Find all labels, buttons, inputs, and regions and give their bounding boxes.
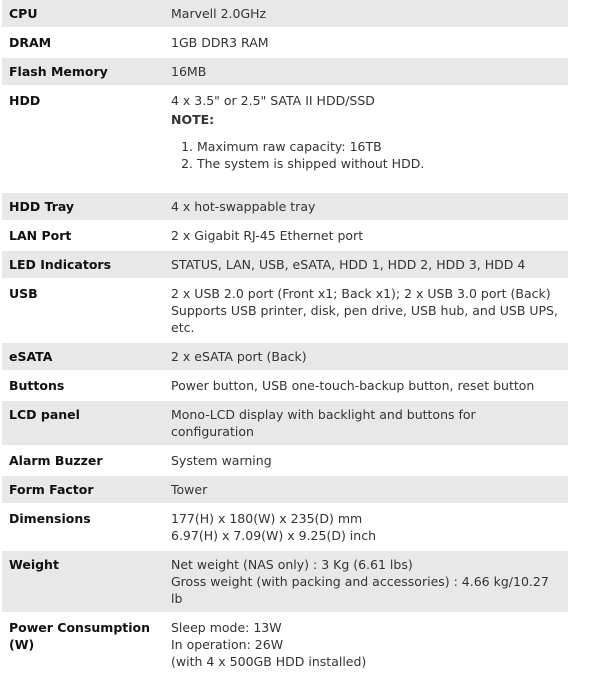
spec-value-line: Power button, USB one-touch-backup button, reset button bbox=[171, 378, 535, 393]
spec-value bbox=[164, 86, 568, 192]
spec-value bbox=[164, 613, 568, 676]
spec-label: Alarm Buzzer bbox=[9, 453, 103, 468]
spec-label: Power Consumption (W) bbox=[9, 620, 151, 652]
spec-value bbox=[164, 342, 568, 371]
spec-label: LAN Port bbox=[9, 228, 72, 243]
spec-value-line: Gross weight (with packing and accessories) : 4.66 kg/10.27 bbox=[171, 574, 549, 589]
note-list bbox=[171, 138, 561, 172]
spec-label: eSATA bbox=[9, 349, 53, 364]
spec-value-line: 16MB bbox=[171, 64, 207, 79]
spec-value bbox=[164, 28, 568, 57]
spec-value bbox=[164, 0, 568, 28]
spec-value-line: 4 x hot-swappable tray bbox=[171, 199, 316, 214]
spec-value-line: etc. bbox=[171, 320, 195, 335]
spec-label: Flash Memory bbox=[9, 64, 108, 79]
spec-row bbox=[2, 221, 568, 250]
spec-row bbox=[2, 400, 568, 446]
spec-value-line: 2 x Gigabit RJ-45 Ethernet port bbox=[171, 228, 364, 243]
spec-value bbox=[164, 279, 568, 342]
spec-value-line: lb bbox=[171, 591, 183, 606]
note-item: 1. Maximum raw capacity: 16TB bbox=[197, 138, 561, 155]
spec-value-line: 2 x eSATA port (Back) bbox=[171, 349, 307, 364]
spec-row bbox=[2, 550, 568, 613]
spec-value-line: Supports USB printer, disk, pen drive, USB hub, and USB UPS, bbox=[171, 303, 558, 318]
spec-label: DRAM bbox=[9, 35, 52, 50]
spec-value-line: 1GB DDR3 RAM bbox=[171, 35, 269, 50]
spec-label: Buttons bbox=[9, 378, 65, 393]
spec-label: Weight bbox=[9, 557, 59, 572]
spec-row bbox=[2, 342, 568, 371]
spec-value bbox=[164, 446, 568, 475]
spec-value bbox=[164, 475, 568, 504]
spec-label: Form Factor bbox=[9, 482, 94, 497]
spec-value-line: STATUS, LAN, USB, eSATA, HDD 1, HDD 2, HDD 3, HDD 4 bbox=[171, 257, 526, 272]
spec-value bbox=[164, 550, 568, 613]
spec-row bbox=[2, 250, 568, 279]
spec-value-line: System warning bbox=[171, 453, 272, 468]
spec-row bbox=[2, 613, 568, 676]
spec-row bbox=[2, 57, 568, 86]
spec-row bbox=[2, 28, 568, 57]
spec-label: HDD bbox=[9, 93, 41, 108]
spec-label: HDD Tray bbox=[9, 199, 75, 214]
note-item: 2. The system is shipped without HDD. bbox=[197, 155, 561, 172]
spec-value bbox=[164, 504, 568, 550]
spec-value-line: Tower bbox=[171, 482, 208, 497]
spec-value-line: 6.97(H) x 7.09(W) x 9.25(D) inch bbox=[171, 528, 376, 543]
spec-value-line: Marvell 2.0GHz bbox=[171, 6, 267, 21]
spec-label: Dimensions bbox=[9, 511, 91, 526]
spec-row bbox=[2, 475, 568, 504]
spec-value-line: Mono-LCD display with backlight and buttons for configuration bbox=[171, 407, 476, 439]
spec-value-line: 2 x USB 2.0 port (Front x1; Back x1); 2 x USB 3.0 port (Back) bbox=[171, 286, 551, 301]
spec-row bbox=[2, 0, 568, 28]
spec-label: CPU bbox=[9, 6, 38, 21]
spec-label: LED Indicators bbox=[9, 257, 112, 272]
spec-label: LCD panel bbox=[9, 407, 80, 422]
spec-value-line: Net weight (NAS only) : 3 Kg (6.61 lbs) bbox=[171, 557, 413, 572]
spec-value bbox=[164, 221, 568, 250]
note-title: NOTE: bbox=[171, 112, 215, 127]
spec-value bbox=[164, 192, 568, 221]
spec-row bbox=[2, 86, 568, 192]
spec-value-line: (with 4 x 500GB HDD installed) bbox=[171, 654, 367, 669]
spec-table bbox=[2, 0, 568, 677]
spec-row bbox=[2, 279, 568, 342]
spec-value bbox=[164, 400, 568, 446]
spec-row bbox=[2, 446, 568, 475]
spec-row bbox=[2, 192, 568, 221]
spec-value-line: 4 x 3.5" or 2.5" SATA II HDD/SSD bbox=[171, 93, 375, 108]
spec-row bbox=[2, 371, 568, 400]
spec-label: USB bbox=[9, 286, 38, 301]
spec-value bbox=[164, 371, 568, 400]
spec-value-line: Sleep mode: 13W bbox=[171, 620, 282, 635]
spec-table-body bbox=[2, 0, 568, 676]
spec-value-line: 177(H) x 180(W) x 235(D) mm bbox=[171, 511, 363, 526]
spec-value-line: In operation: 26W bbox=[171, 637, 284, 652]
spec-value bbox=[164, 250, 568, 279]
spec-value bbox=[164, 57, 568, 86]
spec-row bbox=[2, 504, 568, 550]
